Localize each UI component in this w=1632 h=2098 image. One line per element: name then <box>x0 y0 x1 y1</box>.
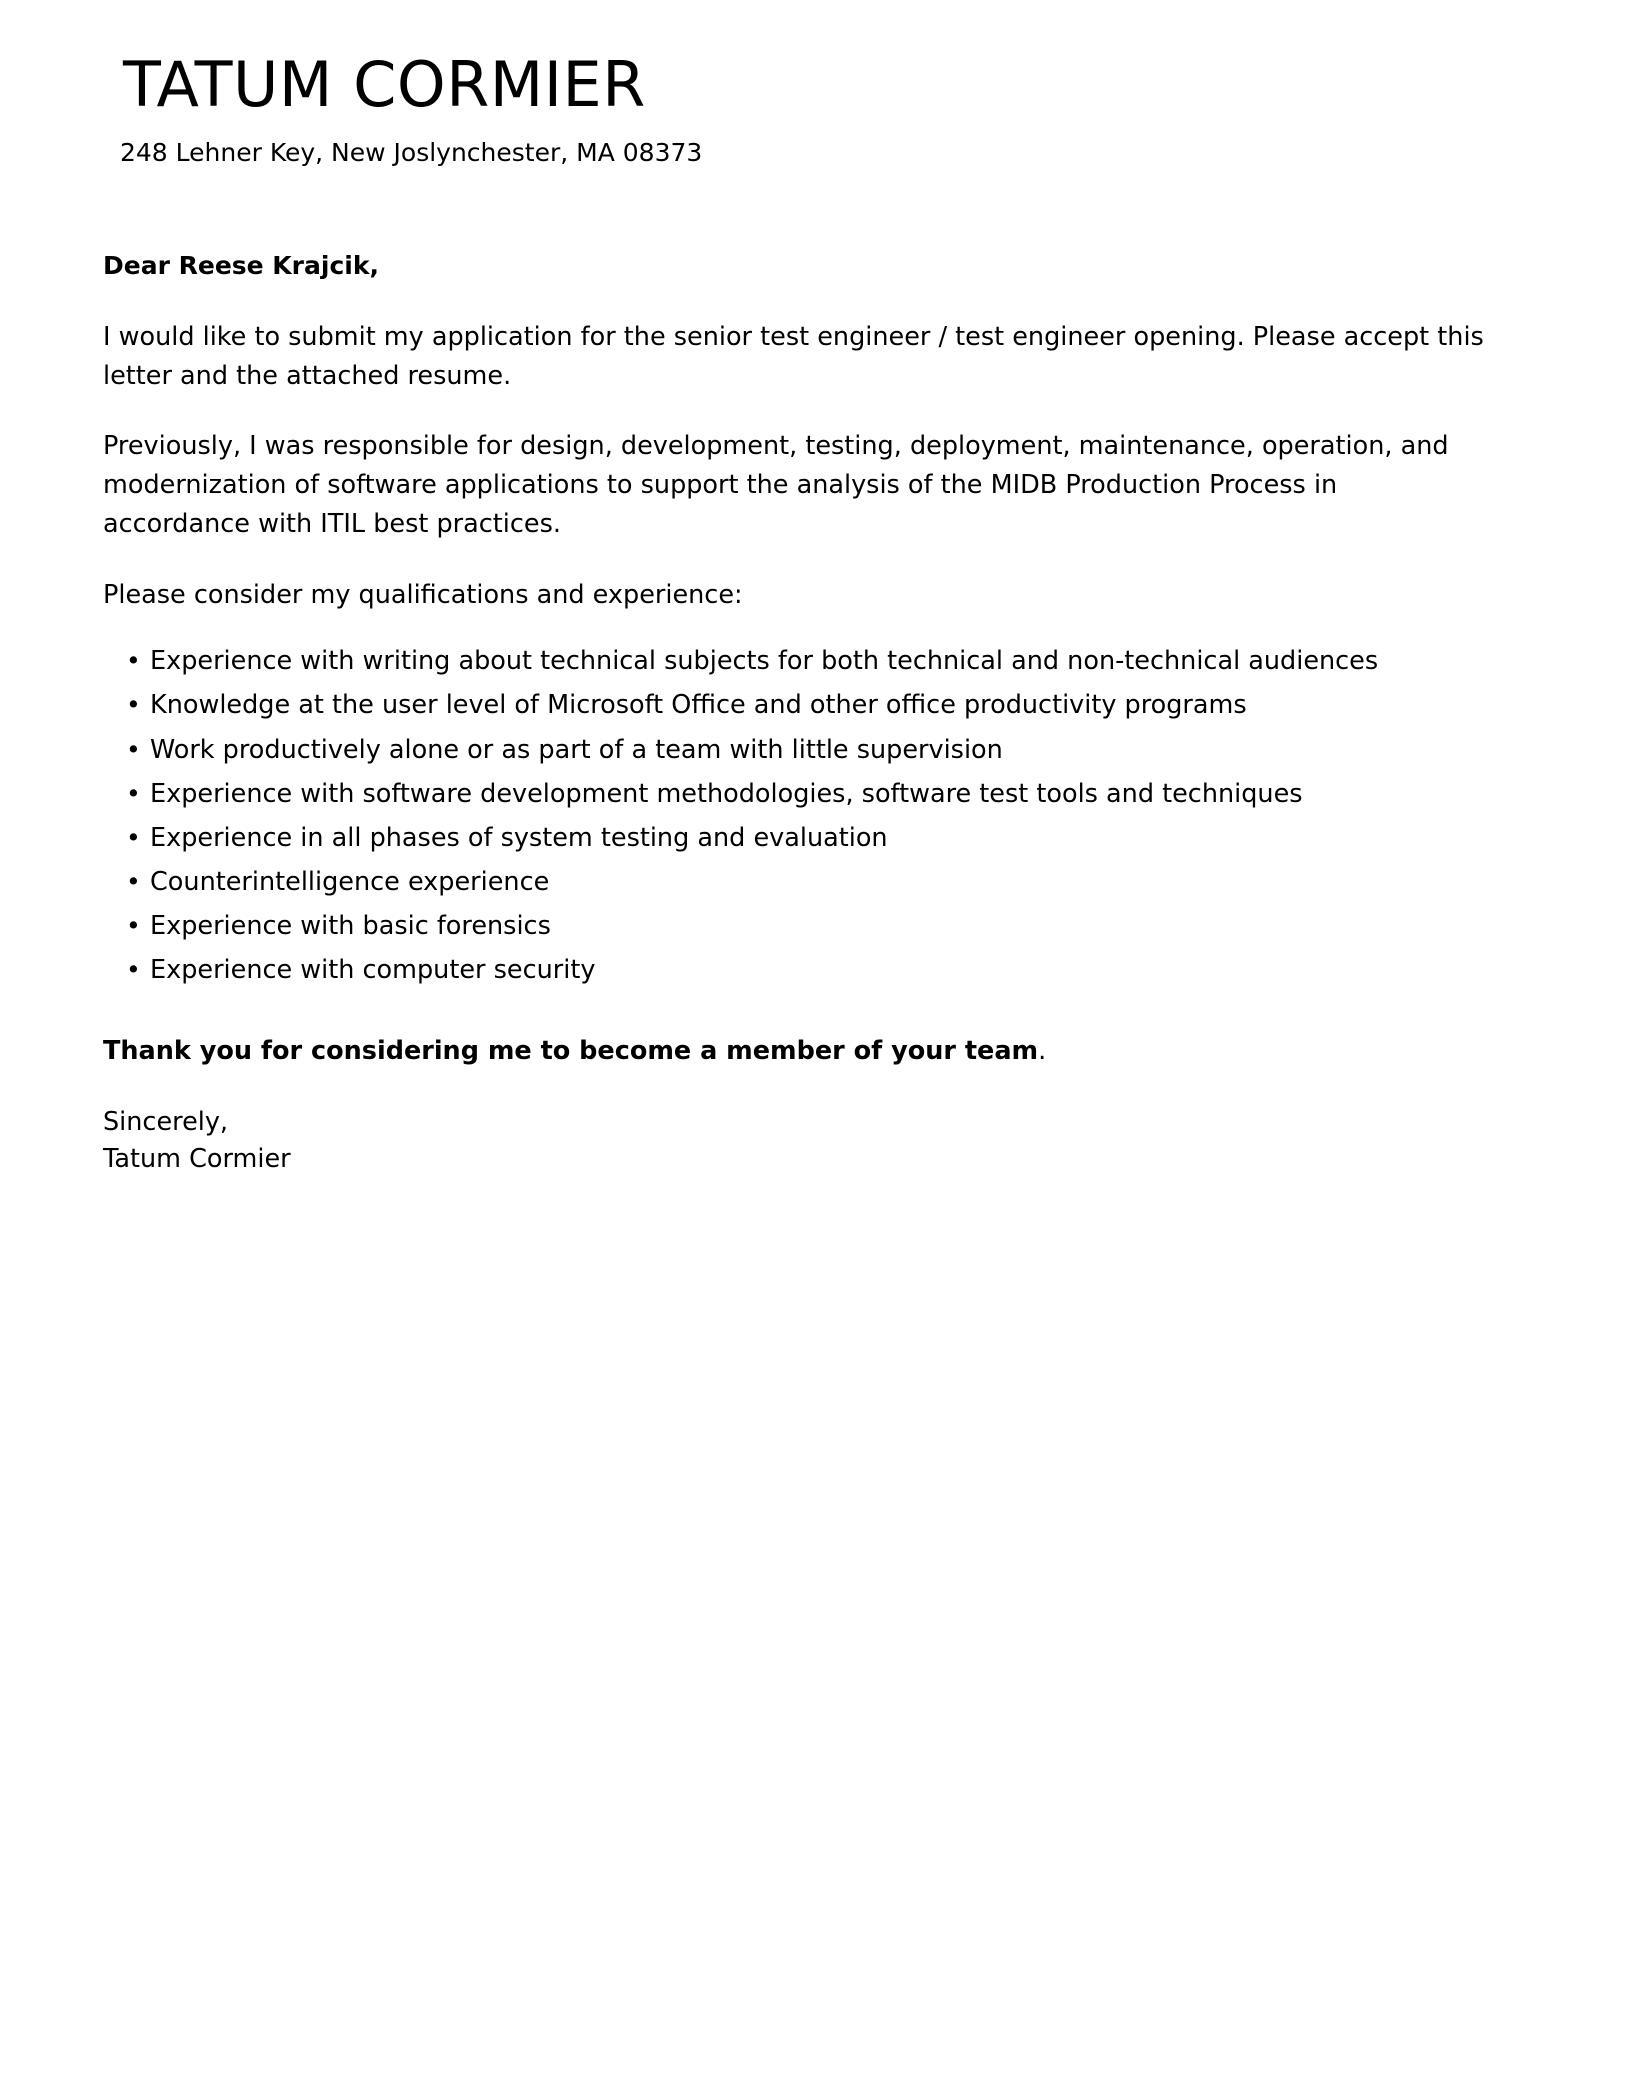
page-title: TATUM CORMIER <box>123 48 646 121</box>
letter-body <box>103 248 1493 1178</box>
list-item: • Work productively alone or as part of a team with little supervision <box>103 735 1493 765</box>
body-paragraph-3: Please consider my qualifications and experience: <box>103 579 743 610</box>
list-item: • Experience with software development methodologies, software test tools and techniques <box>103 779 1493 809</box>
contact-address: 248 Lehner Key, New Joslynchester, MA 08373 <box>120 138 703 168</box>
qualifications-list <box>103 646 1493 985</box>
letter-header <box>103 0 1493 170</box>
closing-statement <box>103 1033 1493 1070</box>
signature-name: Tatum Cormier <box>103 1143 291 1174</box>
list-item: • Experience in all phases of system testing and evaluation <box>103 823 1493 853</box>
list-item: • Knowledge at the user level of Microsoft Office and other office productivity programs <box>103 690 1493 720</box>
salutation: Dear Reese Krajcik, <box>103 250 379 280</box>
body-paragraph-1: I would like to submit my application for the senior test engineer / test engineer opening. Please accept this letter and the attached resume. <box>103 321 1484 391</box>
closing-statement-period: . <box>1038 1035 1047 1066</box>
list-item: • Counterintelligence experience <box>103 867 1493 897</box>
sign-off: Sincerely, <box>103 1106 229 1137</box>
body-paragraph-2: Previously, I was responsible for design, development, testing, deployment, maintenance, operation, and modernization of software applications to support the analysis of the MIDB Production Process in accordance with ITIL best practices. <box>103 431 1449 539</box>
list-item: • Experience with basic forensics <box>103 911 1493 941</box>
list-item: • Experience with computer security <box>103 955 1493 985</box>
list-item: • Experience with writing about technical subjects for both technical and non-technical audiences <box>103 646 1493 676</box>
closing-statement-text: Thank you for considering me to become a member of your team <box>103 1035 1039 1066</box>
signature-block <box>103 1104 1493 1178</box>
letter-content <box>103 0 1493 1178</box>
